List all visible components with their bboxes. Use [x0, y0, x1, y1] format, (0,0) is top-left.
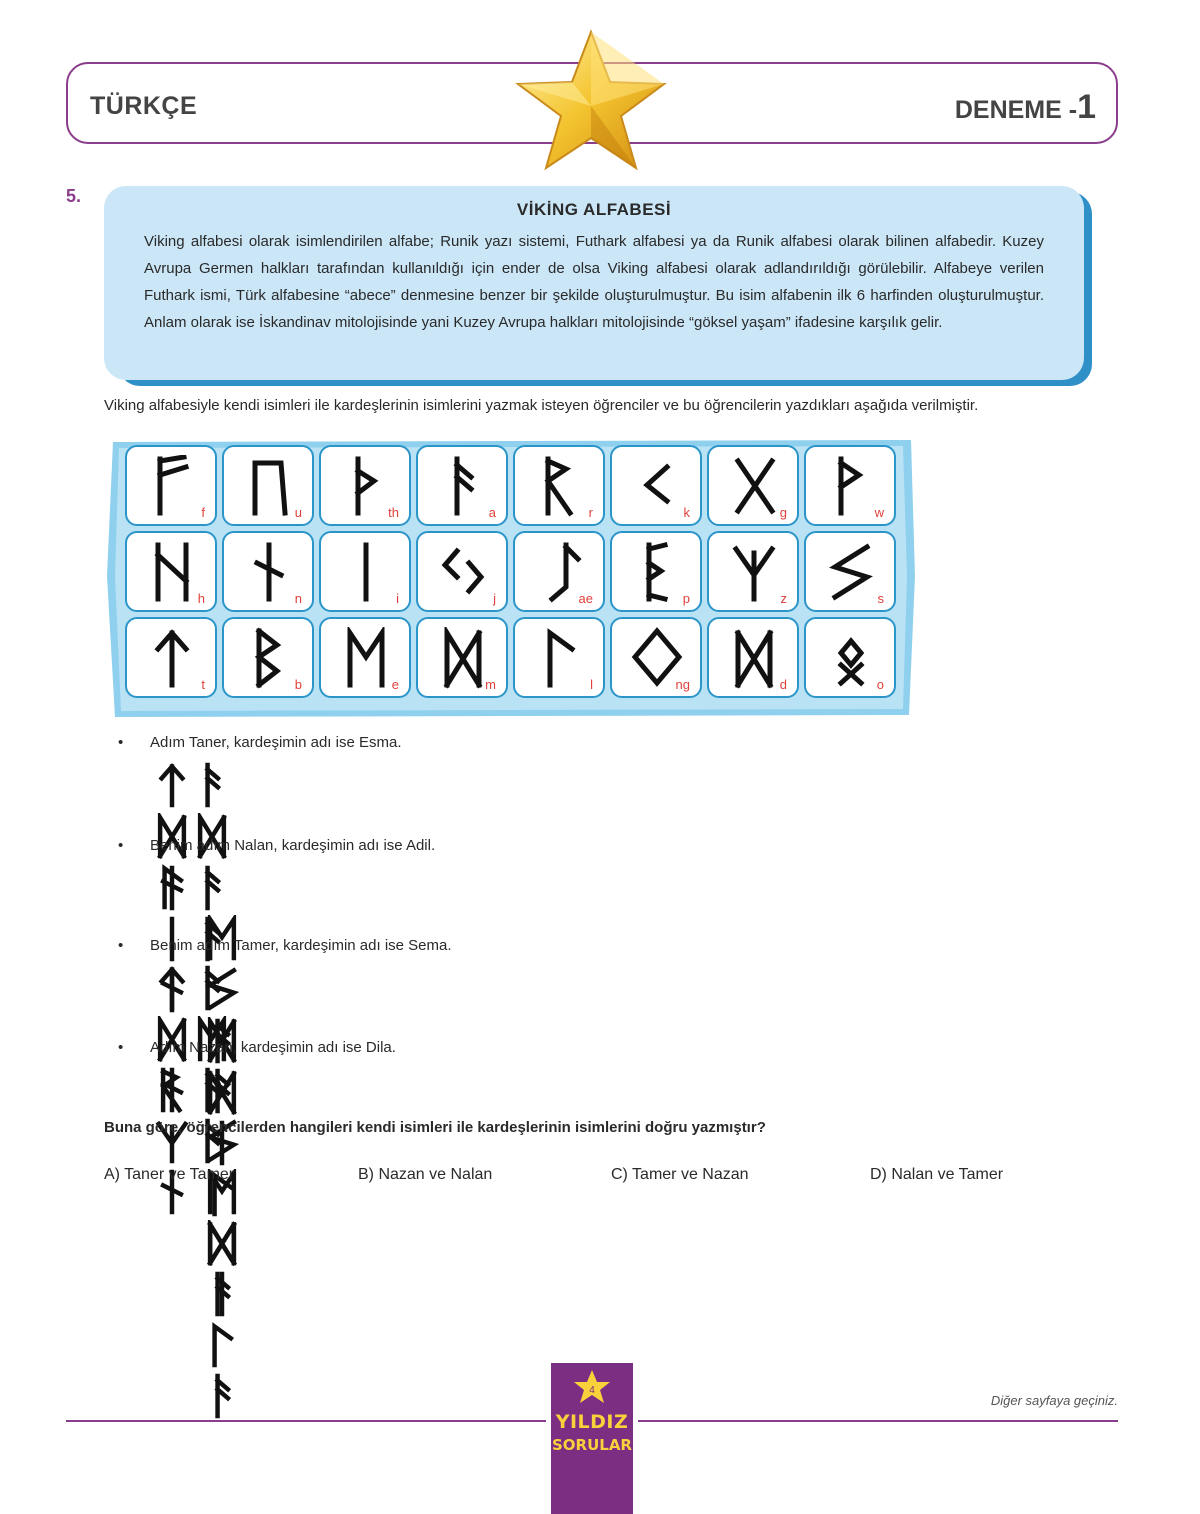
rune-m-icon — [436, 627, 490, 689]
star-icon — [512, 28, 670, 174]
example-runes — [152, 1067, 242, 1115]
rune-letter: d — [779, 677, 787, 692]
subject-title: TÜRKÇE — [90, 92, 198, 120]
exam-title — [955, 88, 1096, 127]
option-a[interactable]: A) Taner ve Tamer — [104, 1166, 235, 1183]
rune-letter: z — [780, 591, 787, 606]
rune-letter: r — [588, 505, 593, 520]
rune-letter: s — [877, 591, 884, 606]
rune-a-icon — [192, 1067, 232, 1113]
rune-grid — [125, 445, 897, 698]
rune-letter: i — [396, 591, 399, 606]
rune-letter: k — [683, 505, 690, 520]
name-runes — [152, 1067, 242, 1220]
rune-cell — [125, 531, 217, 612]
bullet: • — [118, 1039, 124, 1056]
rune-i-icon — [339, 541, 393, 603]
rune-s-icon — [824, 541, 878, 603]
rune-cell — [319, 445, 411, 526]
rune-a-icon — [436, 455, 490, 517]
rune-cell — [610, 445, 702, 526]
rune-cell — [707, 445, 799, 526]
question-number: 5. — [66, 186, 82, 206]
rune-letter: b — [294, 677, 302, 692]
rune-th-icon — [339, 455, 393, 517]
rune-n-icon — [152, 1067, 192, 1113]
rune-p-icon — [630, 541, 684, 603]
footer-line-right — [638, 1420, 1118, 1422]
rune-letter: th — [388, 505, 399, 520]
rune-cell — [222, 445, 314, 526]
option-c[interactable]: C) Tamer ve Nazan — [611, 1166, 749, 1183]
rune-l-icon — [202, 1322, 242, 1368]
rune-w-icon — [824, 455, 878, 517]
rune-a-icon — [192, 865, 232, 911]
rune-d-icon — [727, 627, 781, 689]
rune-cell — [416, 617, 508, 698]
rune-letter: h — [197, 591, 205, 606]
rune-n-icon — [242, 541, 296, 603]
rune-u-icon — [242, 455, 296, 517]
rune-cell — [125, 617, 217, 698]
rune-letter: ng — [675, 677, 690, 692]
rune-alphabet-board — [103, 436, 919, 719]
rune-letter: p — [682, 591, 690, 606]
rune-cell — [125, 445, 217, 526]
info-box — [104, 186, 1084, 380]
info-text: Viking alfabesi olarak isimlendirilen alfabe; Runik yazı sistemi, Futhark alfabesi ya da Runik alfabesi olarak bilinen alfabedir. Kuzey Avrupa Germen halkları tarafından kullanıldığı için ender de olsa Viking alfabesi olarak adlandırıldığı görülebilir. Alfabeye verilen Futhark ismi, Türk alfabesine “abece” denmesine benzer bir şekilde oluşturulmuştur. Bu isim alfabenin ilk 6 harfinden oluşturulmuştur. Anlam olarak ise İskandinav mitolojisinde yani Kuzey Avrupa halkları mitolojisinde “göksel yaşam” ifadesine karşılık gelir. — [144, 233, 1044, 331]
rune-letter: l — [590, 677, 593, 692]
rune-cell — [222, 531, 314, 612]
rune-t-icon — [152, 965, 192, 1011]
question-intro: Viking alfabesiyle kendi isimleri ile kardeşlerinin isimlerini yazmak isteyen öğrenciler ve bu öğrencilerin yazdıkları aşağıda verilmiştir. — [104, 397, 979, 414]
bullet: • — [118, 937, 124, 954]
question-prompt: Buna göre, öğrencilerden hangileri kendi isimleri ile kardeşlerinin isimlerini doğru yazmıştır? — [104, 1119, 766, 1136]
bullet: • — [118, 734, 124, 751]
rune-i-icon — [202, 1271, 242, 1317]
example-sentence: Adım Nazan, kardeşimin adı ise Dila. — [150, 1039, 396, 1056]
rune-cell — [222, 617, 314, 698]
rune-a-icon — [192, 762, 232, 808]
rune-cell — [513, 617, 605, 698]
example-sentence: Adım Taner, kardeşimin adı ise Esma. — [150, 734, 402, 751]
logo-number: 4 — [589, 1385, 595, 1396]
logo-star-icon — [573, 1369, 611, 1405]
rune-cell — [513, 445, 605, 526]
rune-cell — [804, 445, 896, 526]
rune-cell — [707, 531, 799, 612]
rune-cell — [416, 531, 508, 612]
example-sentence: Benim adım Tamer, kardeşimin adı ise Sema. — [150, 937, 452, 954]
exam-label: DENEME - — [954, 96, 1078, 124]
rune-z-icon — [727, 541, 781, 603]
rune-cell — [319, 617, 411, 698]
yildiz-sorular-logo — [551, 1363, 633, 1514]
rune-l-icon — [533, 627, 587, 689]
rune-t-icon — [145, 627, 199, 689]
rune-k-icon — [630, 455, 684, 517]
bullet: • — [118, 837, 124, 854]
logo-line1: YILDIZ — [555, 1411, 629, 1433]
example-runes — [152, 865, 242, 913]
rune-letter: g — [779, 505, 787, 520]
rune-letter: f — [201, 505, 205, 520]
rune-letter: ae — [578, 591, 593, 606]
option-d[interactable]: D) Nalan ve Tamer — [870, 1166, 1004, 1183]
rune-d-icon — [202, 1220, 242, 1266]
rune-cell — [513, 531, 605, 612]
rune-letter: u — [294, 505, 302, 520]
rune-cell — [416, 445, 508, 526]
rune-cell — [804, 531, 896, 612]
rune-letter: a — [488, 505, 496, 520]
rune-cell — [707, 617, 799, 698]
rune-cell — [804, 617, 896, 698]
next-page-note: Diğer sayfaya geçiniz. — [990, 1393, 1118, 1408]
exam-number: 1 — [1077, 88, 1096, 126]
logo-line2: SORULAR — [551, 1436, 632, 1454]
rune-f-icon — [145, 455, 199, 517]
rune-o-icon — [824, 627, 878, 689]
example-sentence: Benim adım Nalan, kardeşimin adı ise Adil. — [150, 837, 436, 854]
rune-r-icon — [533, 455, 587, 517]
rune-letter: o — [876, 677, 884, 692]
rune-letter: n — [294, 591, 302, 606]
rune-cell — [610, 531, 702, 612]
example-runes — [152, 965, 242, 1013]
rune-letter: j — [493, 591, 496, 606]
rune-cell — [610, 617, 702, 698]
rune-h-icon — [145, 541, 199, 603]
rune-g-icon — [727, 455, 781, 517]
rune-letter: w — [874, 505, 884, 520]
rune-letter: t — [201, 677, 205, 692]
sibling-runes — [202, 1220, 242, 1424]
rune-a-icon — [192, 965, 232, 1011]
info-title: VİKİNG ALFABESİ — [516, 200, 672, 219]
rune-e-icon — [339, 627, 393, 689]
rune-t-icon — [152, 762, 192, 808]
footer-line-left — [66, 1420, 546, 1422]
rune-cell — [319, 531, 411, 612]
example-runes — [152, 762, 242, 810]
rune-letter: e — [391, 677, 399, 692]
option-b[interactable]: B) Nazan ve Nalan — [358, 1166, 493, 1183]
rune-a-icon — [202, 1373, 242, 1419]
rune-letter: m — [485, 677, 496, 692]
rune-j-icon — [436, 541, 490, 603]
rune-n-icon — [152, 865, 192, 911]
rune-b-icon — [242, 627, 296, 689]
